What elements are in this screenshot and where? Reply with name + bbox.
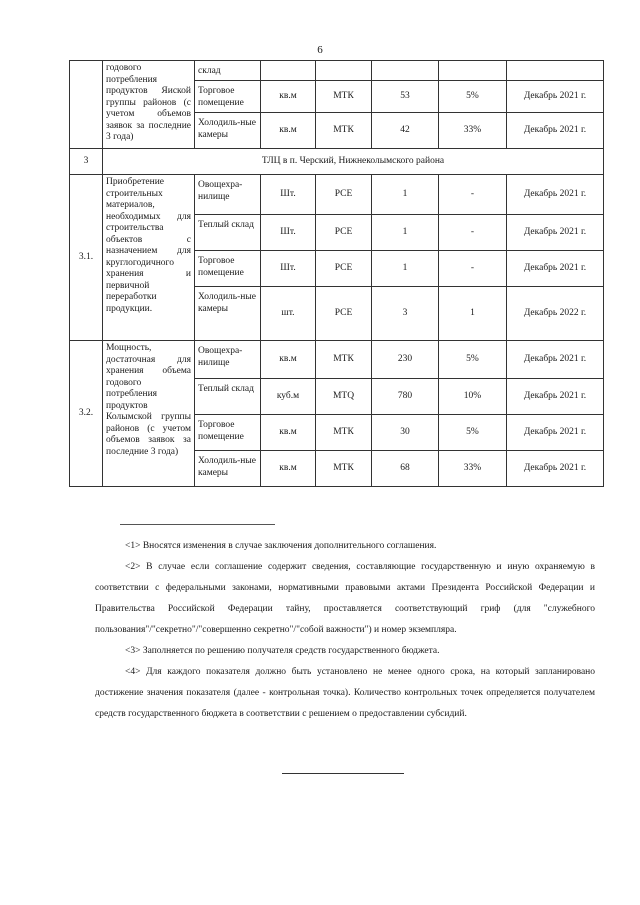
date-cell: Декабрь 2021 г.	[507, 113, 604, 149]
date-cell: Декабрь 2022 г.	[507, 287, 604, 341]
percent-cell: 5%	[439, 341, 507, 379]
page-number: 6	[317, 44, 323, 56]
code-cell: MTQ	[316, 379, 372, 415]
percent-cell: -	[439, 251, 507, 287]
section-row	[70, 149, 604, 175]
value-cell: 1	[372, 251, 439, 287]
unit-cell: куб.м	[261, 379, 316, 415]
footnote-4: <4> Для каждого показателя должно быть установлено не менее одного срока, на который запланировано достижение значения показателя (далее - контрольная точка). Количество контрольных точек определяется получателем средств государственного бюджета в соответствии с решением о предоставлении субсидий.	[95, 667, 595, 719]
date-cell: Декабрь 2021 г.	[507, 81, 604, 113]
value-cell: 3	[372, 287, 439, 341]
unit-cell: кв.м	[261, 81, 316, 113]
value-cell: 1	[372, 215, 439, 251]
object-cell: Торговое помещение	[195, 81, 261, 113]
code-cell: МТК	[316, 81, 372, 113]
code-cell: МТК	[316, 451, 372, 487]
table-row	[70, 341, 604, 379]
indicator-name-cell: Приобретение строительных материалов, необходимых для строительства объектов с назначением для круглогодичного хранения и первичной переработки продукции.	[103, 175, 195, 341]
section-title-cell: ТЛЦ в п. Черский, Нижнеколымского района	[103, 149, 604, 175]
unit-cell: Шт.	[261, 215, 316, 251]
code-cell: РСЕ	[316, 215, 372, 251]
unit-cell: кв.м	[261, 341, 316, 379]
object-cell: Теплый склад	[195, 379, 261, 415]
footnote-2: <2> В случае если соглашение содержит сведения, составляющие государственную и иную охраняемую в соответствии с федеральными законами, нормативными правовыми актами Президента Российской Федерации и Правительства Российской Федерации тайну, проставляется соответствующий гриф (для "служебного пользования"/"секретно"/"совершенно секретно"/"собой важности") и номер экземпляра.	[95, 562, 595, 635]
date-cell: Декабрь 2021 г.	[507, 341, 604, 379]
percent-cell: 33%	[439, 113, 507, 149]
value-cell	[372, 61, 439, 81]
unit-cell	[261, 61, 316, 81]
code-cell: МТК	[316, 341, 372, 379]
footnote-3: <3> Заполняется по решению получателя средств государственного бюджета.	[125, 646, 440, 656]
value-cell: 53	[372, 81, 439, 113]
percent-cell: -	[439, 175, 507, 215]
object-cell: Овощехра-нилище	[195, 341, 261, 379]
indicators-table	[69, 60, 604, 487]
date-cell: Декабрь 2021 г.	[507, 379, 604, 415]
percent-cell: 5%	[439, 81, 507, 113]
section-number-cell: 3	[70, 149, 103, 175]
code-cell: РСЕ	[316, 251, 372, 287]
footnote-separator	[120, 524, 275, 525]
date-cell: Декабрь 2021 г.	[507, 415, 604, 451]
percent-cell: 10%	[439, 379, 507, 415]
unit-cell: кв.м	[261, 451, 316, 487]
percent-cell: 1	[439, 287, 507, 341]
unit-cell: Шт.	[261, 251, 316, 287]
date-cell	[507, 61, 604, 81]
indicator-name-cell: годового потребления продуктов Яиской группы районов (с учетом объемов заявок за последние 3 года)	[103, 61, 195, 149]
row-number-cell: 3.2.	[70, 341, 103, 487]
date-cell: Декабрь 2021 г.	[507, 251, 604, 287]
code-cell: МТК	[316, 415, 372, 451]
unit-cell: кв.м	[261, 113, 316, 149]
unit-cell: Шт.	[261, 175, 316, 215]
object-cell: Овощехра-нилище	[195, 175, 261, 215]
indicator-name-cell: Мощность, достаточная для хранения объема годового потребления продуктов Колымской группы районов (с учетом объемов заявок за последние 3 года)	[103, 341, 195, 487]
footnote-1: <1> Вносятся изменения в случае заключения дополнительного соглашения.	[125, 541, 437, 551]
row-number-cell: 3.1.	[70, 175, 103, 341]
row-number-cell	[70, 61, 103, 149]
object-cell: склад	[195, 61, 261, 81]
code-cell	[316, 61, 372, 81]
object-cell: Теплый склад	[195, 215, 261, 251]
date-cell: Декабрь 2021 г.	[507, 451, 604, 487]
table-row	[70, 175, 604, 215]
code-cell: РСЕ	[316, 175, 372, 215]
object-cell: Торговое помещение	[195, 415, 261, 451]
object-cell: Торговое помещение	[195, 251, 261, 287]
unit-cell: шт.	[261, 287, 316, 341]
end-separator	[282, 773, 404, 774]
value-cell: 230	[372, 341, 439, 379]
percent-cell: 5%	[439, 415, 507, 451]
date-cell: Декабрь 2021 г.	[507, 215, 604, 251]
footnotes	[95, 536, 595, 725]
value-cell: 30	[372, 415, 439, 451]
code-cell: РСЕ	[316, 287, 372, 341]
table-row	[70, 61, 604, 81]
code-cell: МТК	[316, 113, 372, 149]
value-cell: 42	[372, 113, 439, 149]
percent-cell: -	[439, 215, 507, 251]
value-cell: 68	[372, 451, 439, 487]
object-cell: Холодиль-ные камеры	[195, 287, 261, 341]
unit-cell: кв.м	[261, 415, 316, 451]
percent-cell: 33%	[439, 451, 507, 487]
value-cell: 780	[372, 379, 439, 415]
value-cell: 1	[372, 175, 439, 215]
object-cell: Холодиль-ные камеры	[195, 451, 261, 487]
date-cell: Декабрь 2021 г.	[507, 175, 604, 215]
object-cell: Холодиль-ные камеры	[195, 113, 261, 149]
percent-cell	[439, 61, 507, 81]
